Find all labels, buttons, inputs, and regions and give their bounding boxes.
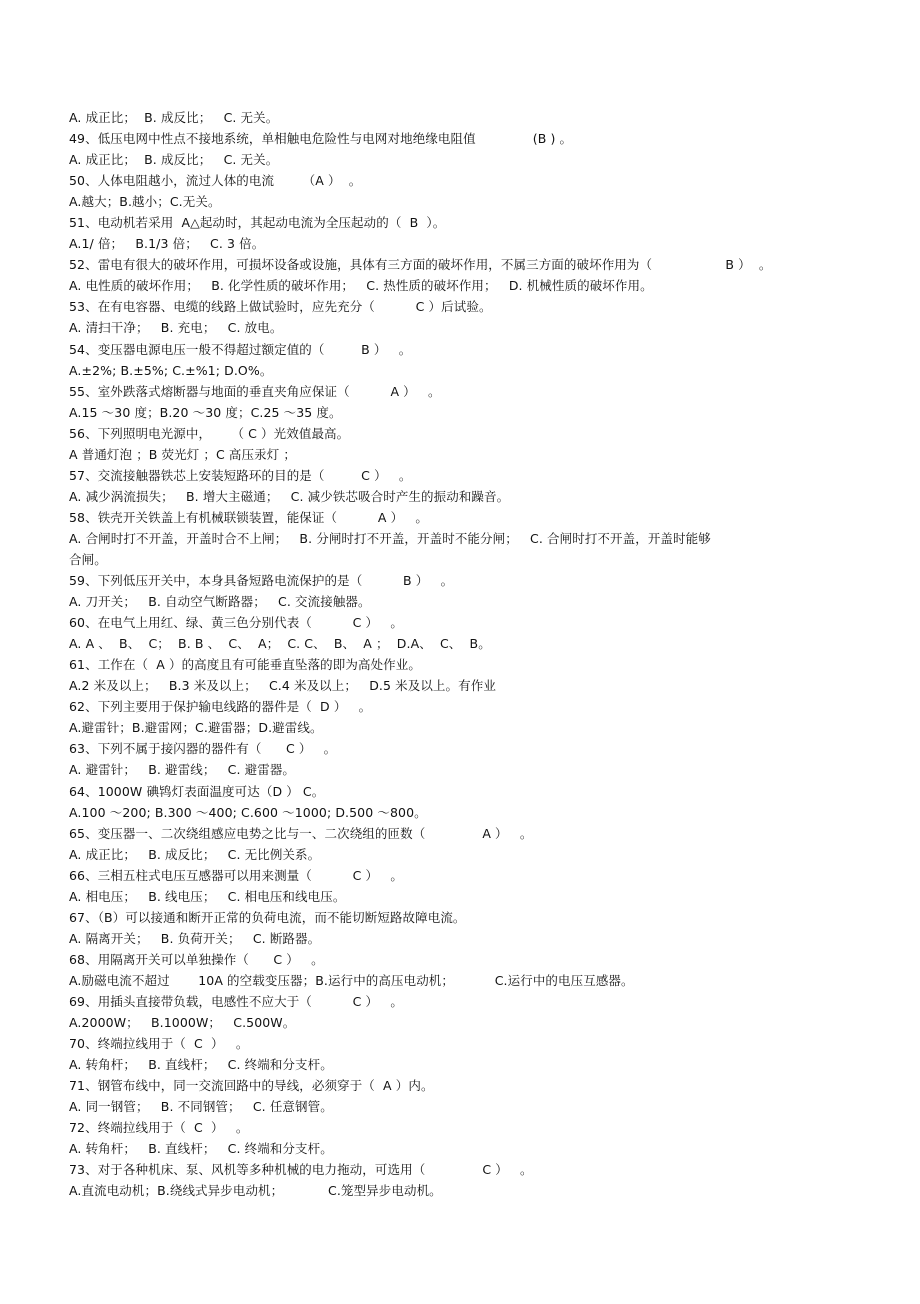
- text-line: 56、下列照明电光源中， （ C ）光效值最高。: [69, 425, 350, 441]
- text-line: 51、电动机若采用 A△起动时，其起动电流为全压起动的（ B ）。: [69, 215, 446, 231]
- text-line: A. 转角杆； B. 直线杆； C. 终端和分支杆。: [69, 1141, 333, 1157]
- text-line: A.直流电动机；B.绕线式异步电动机； C.笼型异步电动机。: [69, 1183, 442, 1199]
- text-line: 69、用插头直接带负载，电感性不应大于（ C ） 。: [69, 993, 403, 1009]
- text-line: A.越大；B.越小；C.无关。: [69, 194, 221, 210]
- text-line: 52、雷电有很大的破坏作用，可损坏设备或设施，具体有三方面的破坏作用，不属三方面的破坏作用为（ B ） 。: [69, 257, 772, 273]
- text-line: 70、终端拉线用于（ C ） 。: [69, 1036, 249, 1052]
- text-line: A. 合闸时打不开盖，开盖时合不上闸； B. 分闸时打不开盖，开盖时不能分闸； C. 合闸时打不开盖，开盖时能够: [69, 530, 711, 546]
- text-line: 65、变压器一、二次绕组感应电势之比与一、二次绕组的匝数（ A ） 。: [69, 825, 533, 841]
- text-line: 73、对于各种机床、泵、风机等多种机械的电力拖动，可选用（ C ） 。: [69, 1162, 533, 1178]
- text-line: 60、在电气上用红、绿、黄三色分别代表（ C ） 。: [69, 615, 403, 631]
- text-line: A.15 ～30 度；B.20 ～30 度；C.25 ～35 度。: [69, 404, 342, 420]
- text-line: A.避雷针；B.避雷网；C.避雷器；D.避雷线。: [69, 720, 323, 736]
- text-line: A.±2%; B.±5%; C.±%1; D.O%。: [69, 362, 273, 378]
- text-line: A 普通灯泡 ；B 荧光灯 ；C 高压汞灯 ；: [69, 446, 296, 462]
- text-line: A.1/ 倍； B.1/3 倍； C. 3 倍。: [69, 236, 265, 252]
- text-line: 67、（B）可以接通和断开正常的负荷电流，而不能切断短路故障电流。: [69, 909, 466, 925]
- text-line: A. 相电压； B. 线电压； C. 相电压和线电压。: [69, 888, 346, 904]
- text-line: 53、在有电容器、电缆的线路上做试验时，应先充分（ C ）后试验。: [69, 299, 492, 315]
- text-line: A. 成正比； B. 成反比； C. 无比例关系。: [69, 846, 321, 862]
- text-line: 68、用隔离开关可以单独操作（ C ） 。: [69, 951, 324, 967]
- text-line: A. 减少涡流损失； B. 增大主磁通； C. 减少铁芯吸合时产生的振动和躁音。: [69, 488, 510, 504]
- text-line: A. 成正比； B. 成反比； C. 无关。: [69, 152, 279, 168]
- text-line: 72、终端拉线用于（ C ） 。: [69, 1120, 249, 1136]
- text-line: 58、铁壳开关铁盖上有机械联锁装置，能保证（ A ） 。: [69, 509, 428, 525]
- text-line: 59、下列低压开关中，本身具备短路电流保护的是（ B ） 。: [69, 573, 454, 589]
- text-line: 63、下列不属于接闪器的器件有（ C ） 。: [69, 741, 337, 757]
- text-line: A. 转角杆； B. 直线杆； C. 终端和分支杆。: [69, 1057, 333, 1073]
- text-line: 61、工作在（ A ）的高度且有可能垂直坠落的即为高处作业。: [69, 657, 421, 673]
- text-line: 合闸。: [69, 551, 107, 567]
- text-line: A.励磁电流不超过 10A 的空载变压器；B.运行中的高压电动机； C.运行中的电压互感器。: [69, 972, 634, 988]
- text-line: 57、交流接触器铁芯上安装短路环的目的是（ C ） 。: [69, 467, 412, 483]
- text-line: 64、1000W 碘鸨灯表面温度可达（D ） C。: [69, 783, 325, 799]
- text-line: A.2 米及以上； B.3 米及以上； C.4 米及以上； D.5 米及以上。有作业: [69, 678, 496, 694]
- text-line: A. 避雷针； B. 避雷线； C. 避雷器。: [69, 762, 296, 778]
- text-line: 50、人体电阻越小，流过人体的电流 （A ） 。: [69, 173, 362, 189]
- text-line: 62、下列主要用于保护输电线路的器件是（ D ） 。: [69, 699, 372, 715]
- text-line: 55、室外跌落式熔断器与地面的垂直夹角应保证（ A ） 。: [69, 383, 441, 399]
- text-line: 54、变压器电源电压一般不得超过额定值的（ B ） 。: [69, 341, 412, 357]
- text-line: A.100 ～200; B.300 ～400; C.600 ～1000; D.500 ～800。: [69, 804, 427, 820]
- text-line: A. 隔离开关； B. 负荷开关； C. 断路器。: [69, 930, 321, 946]
- text-line: A. 成正比； B. 成反比； C. 无关。: [69, 110, 279, 125]
- text-line: A. 清扫干净； B. 充电； C. 放电。: [69, 320, 283, 336]
- text-line: 71、钢管布线中，同一交流回路中的导线，必须穿于（ A ）内。: [69, 1078, 434, 1094]
- document-body: [69, 107, 869, 1201]
- text-line: A. A 、 B、 C； B. B 、 C、 A； C. C、 B、 A ； D.A、 C、 B。: [69, 636, 491, 652]
- text-line: 66、三相五柱式电压互感器可以用来测量（ C ） 。: [69, 867, 403, 883]
- text-line: A. 同一钢管； B. 不同钢管； C. 任意钢管。: [69, 1099, 333, 1115]
- text-line: A.2000W； B.1000W； C.500W。: [69, 1015, 296, 1031]
- text-line: 49、低压电网中性点不接地系统，单相触电危险性与电网对地绝缘电阻值 (B ) 。: [69, 131, 573, 147]
- text-line: A. 刀开关； B. 自动空气断路器； C. 交流接触器。: [69, 594, 371, 610]
- text-line: A. 电性质的破坏作用； B. 化学性质的破坏作用； C. 热性质的破坏作用； D. 机械性质的破坏作用。: [69, 278, 653, 294]
